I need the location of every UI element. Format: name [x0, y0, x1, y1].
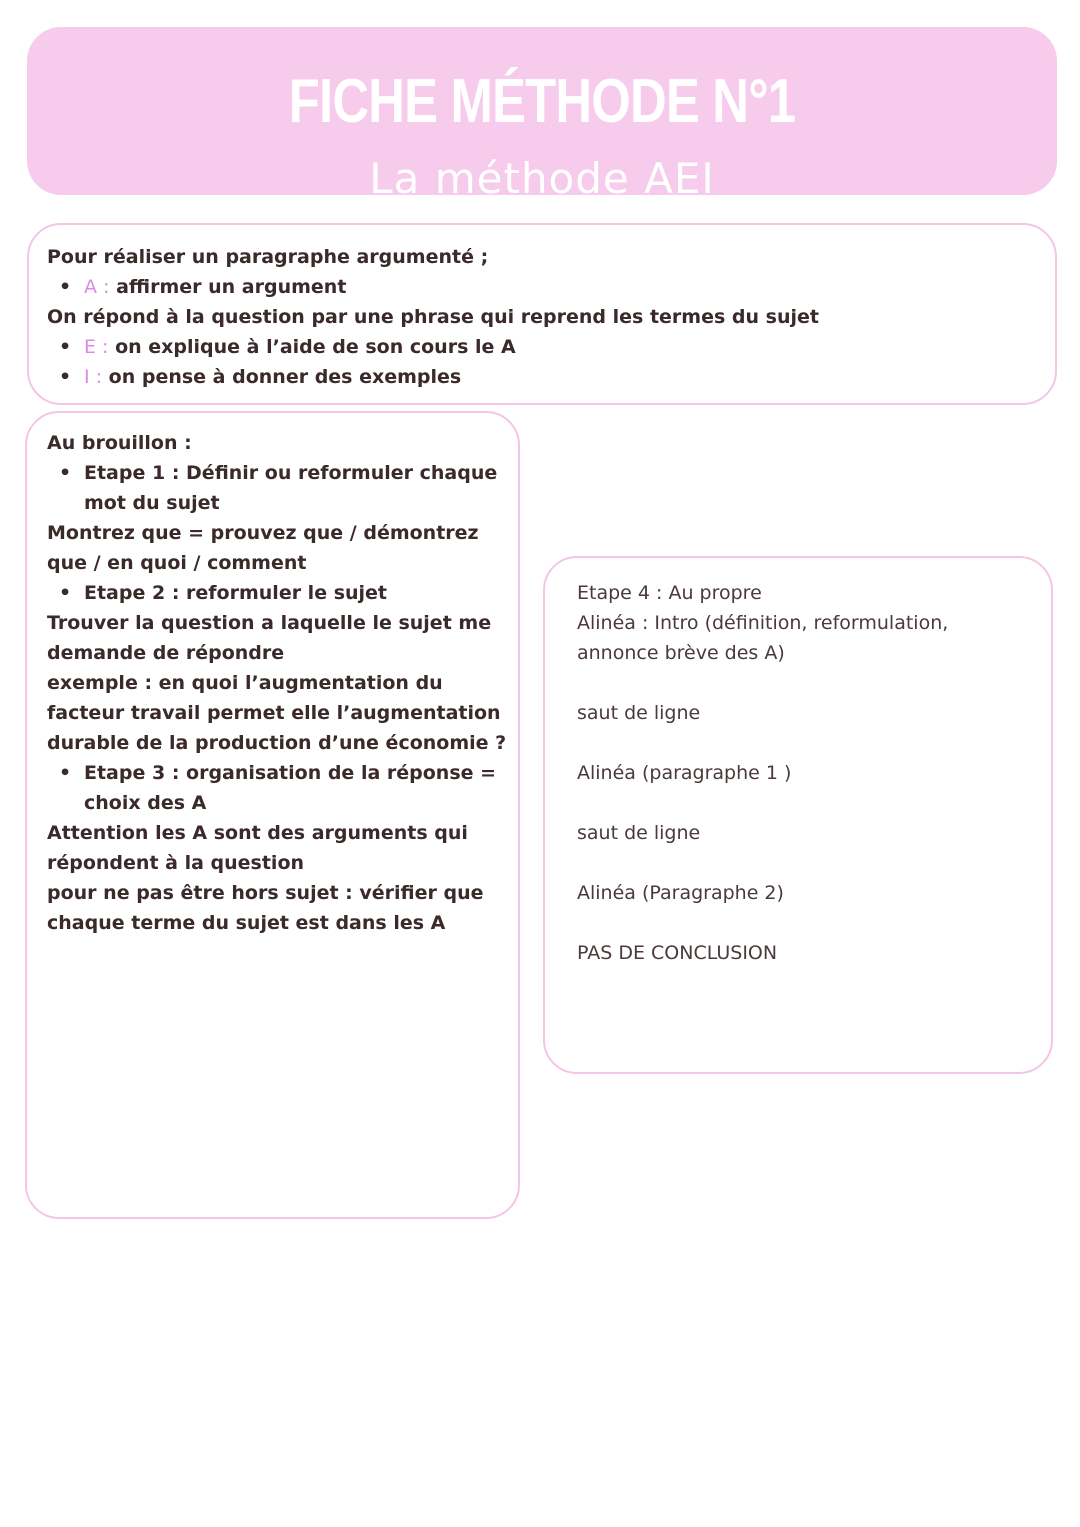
saut-de-ligne-1: saut de ligne: [577, 702, 701, 724]
intro-line-2: On répond à la question par une phrase qui reprend les termes du sujet: [47, 306, 819, 328]
trouver-line-2: demande de répondre: [47, 642, 285, 664]
etape1-line-2: mot du sujet: [84, 492, 220, 514]
etape1-line-1: • Etape 1 : Définir ou reformuler chaque: [47, 458, 498, 488]
montrez-line-2: que / en quoi / comment: [47, 552, 307, 574]
trouver-line-1: Trouver la question a laquelle le sujet me: [47, 612, 492, 634]
exemple-line-3: durable de la production d’une économie ?: [47, 732, 507, 754]
page-subtitle: La méthode AEI: [369, 154, 715, 203]
spacer: [577, 848, 1021, 878]
spacer: [577, 908, 1021, 938]
letter-i: I :: [84, 366, 103, 388]
brouillon-heading: Au brouillon :: [47, 432, 192, 454]
intro-bullet-i: [47, 362, 1037, 392]
intro-e-text: on explique à l’aide de son cours le A: [108, 336, 516, 358]
intro-bullet-e: [47, 332, 1037, 362]
exemple-line-2: facteur travail permet elle l’augmentation: [47, 702, 501, 724]
montrez-line-1: Montrez que = prouvez que / démontrez: [47, 522, 479, 544]
etape3-line-1: • Etape 3 : organisation de la réponse =: [47, 758, 498, 788]
etape4-line: Etape 4 : Au propre: [577, 582, 762, 604]
spacer: [577, 728, 1021, 758]
spacer: [577, 788, 1021, 818]
etape3-line-2: choix des A: [84, 792, 207, 814]
saut-de-ligne-2: saut de ligne: [577, 822, 701, 844]
hors-sujet-line-1: pour ne pas être hors sujet : vérifier que: [47, 882, 484, 904]
attention-line-1: Attention les A sont des arguments qui: [47, 822, 468, 844]
exemple-line-1: exemple : en quoi l’augmentation du: [47, 672, 443, 694]
intro-i-text: on pense à donner des exemples: [102, 366, 462, 388]
paragraphe-2-line: Alinéa (Paragraphe 2): [577, 882, 784, 904]
propre-box: [543, 556, 1053, 1074]
intro-bullet-a: [47, 272, 1037, 302]
hors-sujet-line-2: chaque terme du sujet est dans les A: [47, 912, 446, 934]
propre-intro-line-2: annonce brève des A): [577, 642, 785, 664]
paragraphe-1-line: Alinéa (paragraphe 1 ): [577, 762, 792, 784]
attention-line-2: répondent à la question: [47, 852, 305, 874]
propre-intro-line-1: Alinéa : Intro (définition, reformulation,: [577, 612, 949, 634]
spacer: [577, 668, 1021, 698]
letter-a: A :: [84, 276, 110, 298]
intro-box: [27, 223, 1057, 405]
letter-e: E :: [84, 336, 109, 358]
header-banner: [27, 27, 1057, 203]
page-title: FICHE MÉTHODE N°1: [288, 67, 796, 136]
etape2-line: • Etape 2 : reformuler le sujet: [47, 578, 498, 608]
brouillon-box: [25, 411, 520, 1219]
intro-a-text: affirmer un argument: [109, 276, 347, 298]
intro-line-1: Pour réaliser un paragraphe argumenté ;: [47, 246, 489, 268]
pas-de-conclusion-line: PAS DE CONCLUSION: [577, 942, 778, 964]
